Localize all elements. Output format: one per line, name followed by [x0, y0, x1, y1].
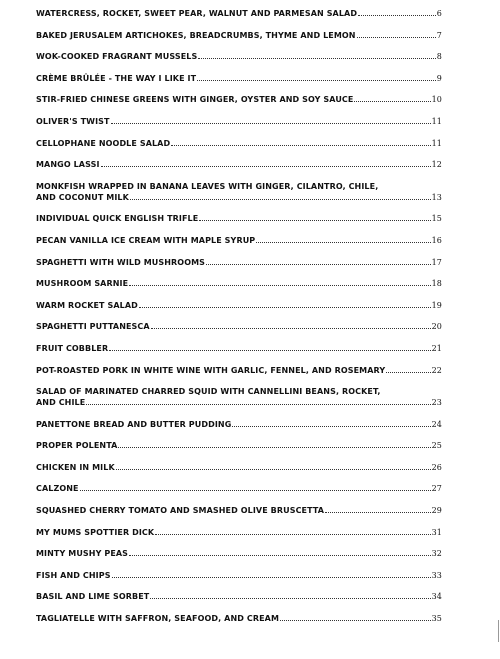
toc-entry-page-number: 11 — [431, 116, 442, 126]
dot-leader — [386, 366, 430, 373]
toc-entry[interactable] — [36, 235, 442, 246]
dot-leader — [112, 571, 431, 578]
toc-entry[interactable] — [36, 365, 442, 376]
toc-entry-page-number: 26 — [431, 462, 442, 472]
toc-entry[interactable] — [36, 440, 442, 451]
dot-leader — [118, 441, 430, 448]
dot-leader — [280, 614, 431, 621]
toc-entry-title: MANGO LASSI — [36, 160, 100, 170]
toc-entry[interactable] — [36, 419, 442, 430]
toc-entry[interactable] — [36, 613, 442, 624]
dot-leader — [109, 344, 430, 351]
dot-leader — [129, 549, 431, 556]
table-of-contents — [36, 8, 442, 635]
toc-entry-title: CHICKEN IN MILK — [36, 462, 115, 472]
toc-entry[interactable] — [36, 181, 442, 203]
dot-leader — [325, 506, 431, 513]
toc-entry-page-number: 9 — [436, 73, 442, 83]
toc-entry[interactable] — [36, 8, 442, 19]
toc-entry-title: WATERCRESS, ROCKET, SWEET PEAR, WALNUT AND PARMESAN SALAD — [36, 9, 358, 18]
toc-entry-title: CALZONE — [36, 484, 79, 494]
toc-entry-page-number: 10 — [431, 95, 442, 105]
toc-entry[interactable] — [36, 213, 442, 224]
toc-entry[interactable] — [36, 483, 442, 494]
toc-entry-title: SPAGHETTI PUTTANESCA — [36, 322, 150, 332]
dot-leader — [130, 193, 431, 200]
dot-leader — [358, 9, 436, 16]
toc-entry-page-number: 17 — [431, 257, 442, 267]
toc-entry-title: POT-ROASTED PORK IN WHITE WINE WITH GARLIC, FENNEL, AND ROSEMARY — [36, 365, 386, 375]
toc-entry-title: SPAGHETTI WITH WILD MUSHROOMS — [36, 257, 206, 267]
toc-entry-title: OLIVER'S TWIST — [36, 116, 110, 126]
dot-leader — [86, 398, 430, 405]
toc-entry-title: BASIL AND LIME SORBET — [36, 592, 150, 602]
toc-entry-page-number: 24 — [431, 419, 442, 429]
toc-entry-page-number: 25 — [431, 441, 442, 451]
dot-leader — [150, 592, 430, 599]
dot-leader — [111, 117, 431, 124]
dot-leader — [139, 301, 431, 308]
toc-entry-page-number: 7 — [436, 30, 442, 40]
toc-entry[interactable] — [36, 51, 442, 62]
toc-entry[interactable] — [36, 257, 442, 268]
toc-entry[interactable] — [36, 462, 442, 473]
toc-entry[interactable] — [36, 138, 442, 149]
toc-entry-page-number: 31 — [431, 527, 442, 537]
dot-leader — [199, 214, 430, 221]
toc-entry-title: BAKED JERUSALEM ARTICHOKES, BREADCRUMBS, THYME AND LEMON — [36, 30, 356, 40]
dot-leader — [197, 74, 436, 81]
toc-entry[interactable] — [36, 73, 442, 84]
toc-entry-title: PROPER POLENTA — [36, 441, 118, 451]
dot-leader — [171, 139, 430, 146]
dot-leader — [101, 160, 431, 167]
dot-leader — [256, 236, 430, 243]
toc-entry-page-number: 6 — [436, 9, 442, 18]
toc-entry[interactable] — [36, 548, 442, 559]
toc-entry[interactable] — [36, 591, 442, 602]
toc-entry-page-number: 16 — [431, 235, 442, 245]
toc-entry[interactable] — [36, 321, 442, 332]
toc-entry-page-number: 23 — [431, 398, 442, 408]
toc-entry[interactable] — [36, 505, 442, 516]
toc-entry-page-number: 22 — [431, 365, 442, 375]
toc-entry[interactable] — [36, 30, 442, 41]
toc-entry[interactable] — [36, 300, 442, 311]
toc-entry[interactable] — [36, 116, 442, 127]
toc-entry-title-line1: SALAD OF MARINATED CHARRED SQUID WITH CANNELLINI BEANS, ROCKET, — [36, 387, 381, 397]
toc-entry-page-number: 35 — [431, 614, 442, 624]
toc-entry-page-number: 21 — [431, 343, 442, 353]
dot-leader — [354, 95, 430, 102]
toc-entry[interactable] — [36, 159, 442, 170]
dot-leader — [198, 52, 435, 59]
toc-entry-title: WARM ROCKET SALAD — [36, 300, 138, 310]
toc-entry-page-number: 18 — [431, 279, 442, 289]
toc-entry-page-number: 8 — [436, 52, 442, 62]
toc-entry-title: MINTY MUSHY PEAS — [36, 549, 129, 559]
toc-entry-title: CRÈME BRÛLÉE - THE WAY I LIKE IT — [36, 73, 197, 83]
dot-leader — [155, 528, 430, 535]
toc-entry[interactable] — [36, 386, 442, 408]
toc-entry-title: FISH AND CHIPS — [36, 570, 111, 580]
toc-entry[interactable] — [36, 570, 442, 581]
toc-entry-title: PANETTONE BREAD AND BUTTER PUDDING — [36, 419, 232, 429]
toc-entry-page-number: 12 — [431, 160, 442, 170]
page-edge-mark — [498, 620, 499, 642]
toc-entry[interactable] — [36, 94, 442, 105]
toc-entry-title: MY MUMS SPOTTIER DICK — [36, 527, 155, 537]
dot-leader — [116, 463, 431, 470]
toc-entry-title: PECAN VANILLA ICE CREAM WITH MAPLE SYRUP — [36, 235, 256, 245]
dot-leader — [129, 279, 430, 286]
toc-entry-title-line1: MONKFISH WRAPPED IN BANANA LEAVES WITH GINGER, CILANTRO, CHILE, — [36, 181, 379, 191]
toc-entry[interactable] — [36, 278, 442, 289]
toc-entry-title: SQUASHED CHERRY TOMATO AND SMASHED OLIVE BRUSCETTA — [36, 506, 325, 516]
toc-entry-page-number: 27 — [431, 484, 442, 494]
dot-leader — [206, 258, 431, 265]
toc-entry-title: MUSHROOM SARNIE — [36, 279, 129, 289]
toc-entry-title: WOK-COOKED FRAGRANT MUSSELS — [36, 52, 198, 62]
toc-entry-page-number: 19 — [431, 300, 442, 310]
toc-entry-page-number: 20 — [431, 322, 442, 332]
dot-leader — [357, 31, 436, 38]
toc-entry-page-number: 15 — [431, 214, 442, 224]
toc-entry-title: FRUIT COBBLER — [36, 343, 109, 353]
toc-entry-title: AND CHILE — [36, 398, 86, 408]
toc-entry-page-number: 34 — [431, 592, 442, 602]
toc-entry-page-number: 13 — [431, 192, 442, 202]
toc-entry-page-number: 32 — [431, 549, 442, 559]
dot-leader — [151, 322, 431, 329]
toc-entry-page-number: 11 — [431, 138, 442, 148]
dot-leader — [80, 484, 431, 491]
toc-entry-title: CELLOPHANE NOODLE SALAD — [36, 138, 171, 148]
toc-entry-title: STIR-FRIED CHINESE GREENS WITH GINGER, OYSTER AND SOY SAUCE — [36, 95, 354, 105]
toc-entry-page-number: 29 — [431, 506, 442, 516]
toc-entry-title: INDIVIDUAL QUICK ENGLISH TRIFLE — [36, 214, 199, 224]
toc-entry-title: TAGLIATELLE WITH SAFFRON, SEAFOOD, AND CREAM — [36, 614, 280, 624]
toc-entry-title: AND COCONUT MILK — [36, 192, 129, 202]
toc-entry[interactable] — [36, 527, 442, 538]
toc-entry[interactable] — [36, 343, 442, 354]
toc-entry-page-number: 33 — [431, 570, 442, 580]
dot-leader — [232, 420, 430, 427]
